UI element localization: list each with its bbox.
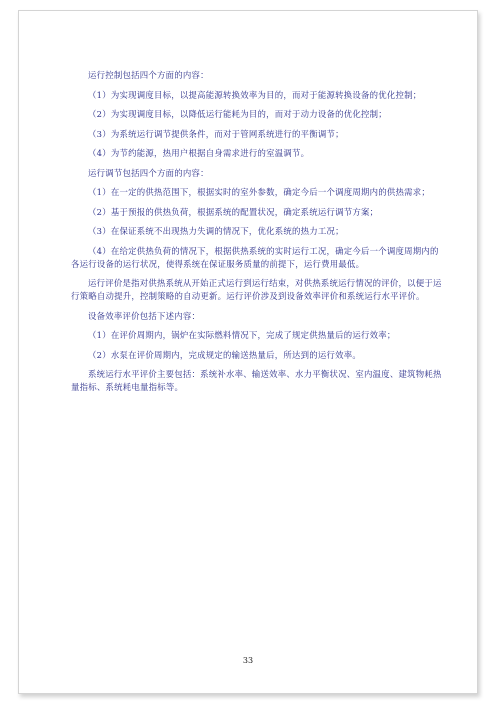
page-number: 33 (242, 656, 254, 665)
paragraph-operation-control-2: （2）为实现调度目标，以降低运行能耗为目的，而对于动力设备的优化控制； (88, 109, 387, 119)
paragraph-system-level-evaluation: 系统运行水平评价主要包括：系统补水率、输送效率、水力平衡状况、室内温度、建筑物耗热量指标、系统耗电量指标等。 (71, 369, 442, 392)
paragraph-operation-control-intro: 运行控制包括四个方面的内容： (88, 70, 209, 80)
paragraph-operation-control-3: （3）为系统运行调节提供条件，而对于管网系统进行的平衡调节； (88, 128, 344, 139)
paragraph-operation-control-1: （1）为实现调度目标，以提高能源转换效率为目的，而对于能源转换设备的优化控制； (88, 89, 422, 100)
paragraph-equipment-efficiency-2: （2）水泵在评价周期内，完成规定的输送热量后，所达到的运行效率。 (88, 349, 361, 360)
paragraph-operation-adjust-3: （3）在保证系统不出现热力失调的情况下，优化系统的热力工况； (88, 226, 344, 236)
document-page (18, 10, 478, 694)
paragraph-operation-adjust-1: （1）在一定的供热范围下，根据实时的室外参数，确定今后一个调度周期内的供热需求； (88, 187, 430, 197)
paragraph-operation-adjust-2: （2）基于预报的供热负荷，根据系统的配置状况，确定系统运行调节方案； (88, 206, 379, 217)
page-content (71, 69, 443, 401)
paragraph-operation-control-4: （4）为节约能源，热用户根据自身需求进行的室温调节。 (88, 148, 310, 158)
paragraph-operation-adjust-intro: 运行调节包括四个方面的内容： (88, 167, 209, 178)
paragraph-equipment-efficiency-1: （1）在评价周期内，锅炉在实际燃料情况下，完成了规定供热量后的运行效率； (88, 330, 396, 340)
paragraph-equipment-efficiency-intro: 设备效率评价包括下述内容： (88, 310, 201, 321)
paragraph-operation-adjust-4: （4）在给定供热负荷的情况下，根据供热系统的实时运行工况，确定今后一个调度周期内的各运行设备的运行状况，使得系统在保证服务质量的前提下，运行费用最低。 (71, 245, 439, 269)
paragraph-operation-evaluation: 运行评价是指对供热系统从开始正式运行到运行结束，对供热系统运行情况的评价，以便于运行策略自动提升，控制策略的自动更新。运行评价涉及到设备效率评价和系统运行水平评价。 (71, 278, 442, 301)
